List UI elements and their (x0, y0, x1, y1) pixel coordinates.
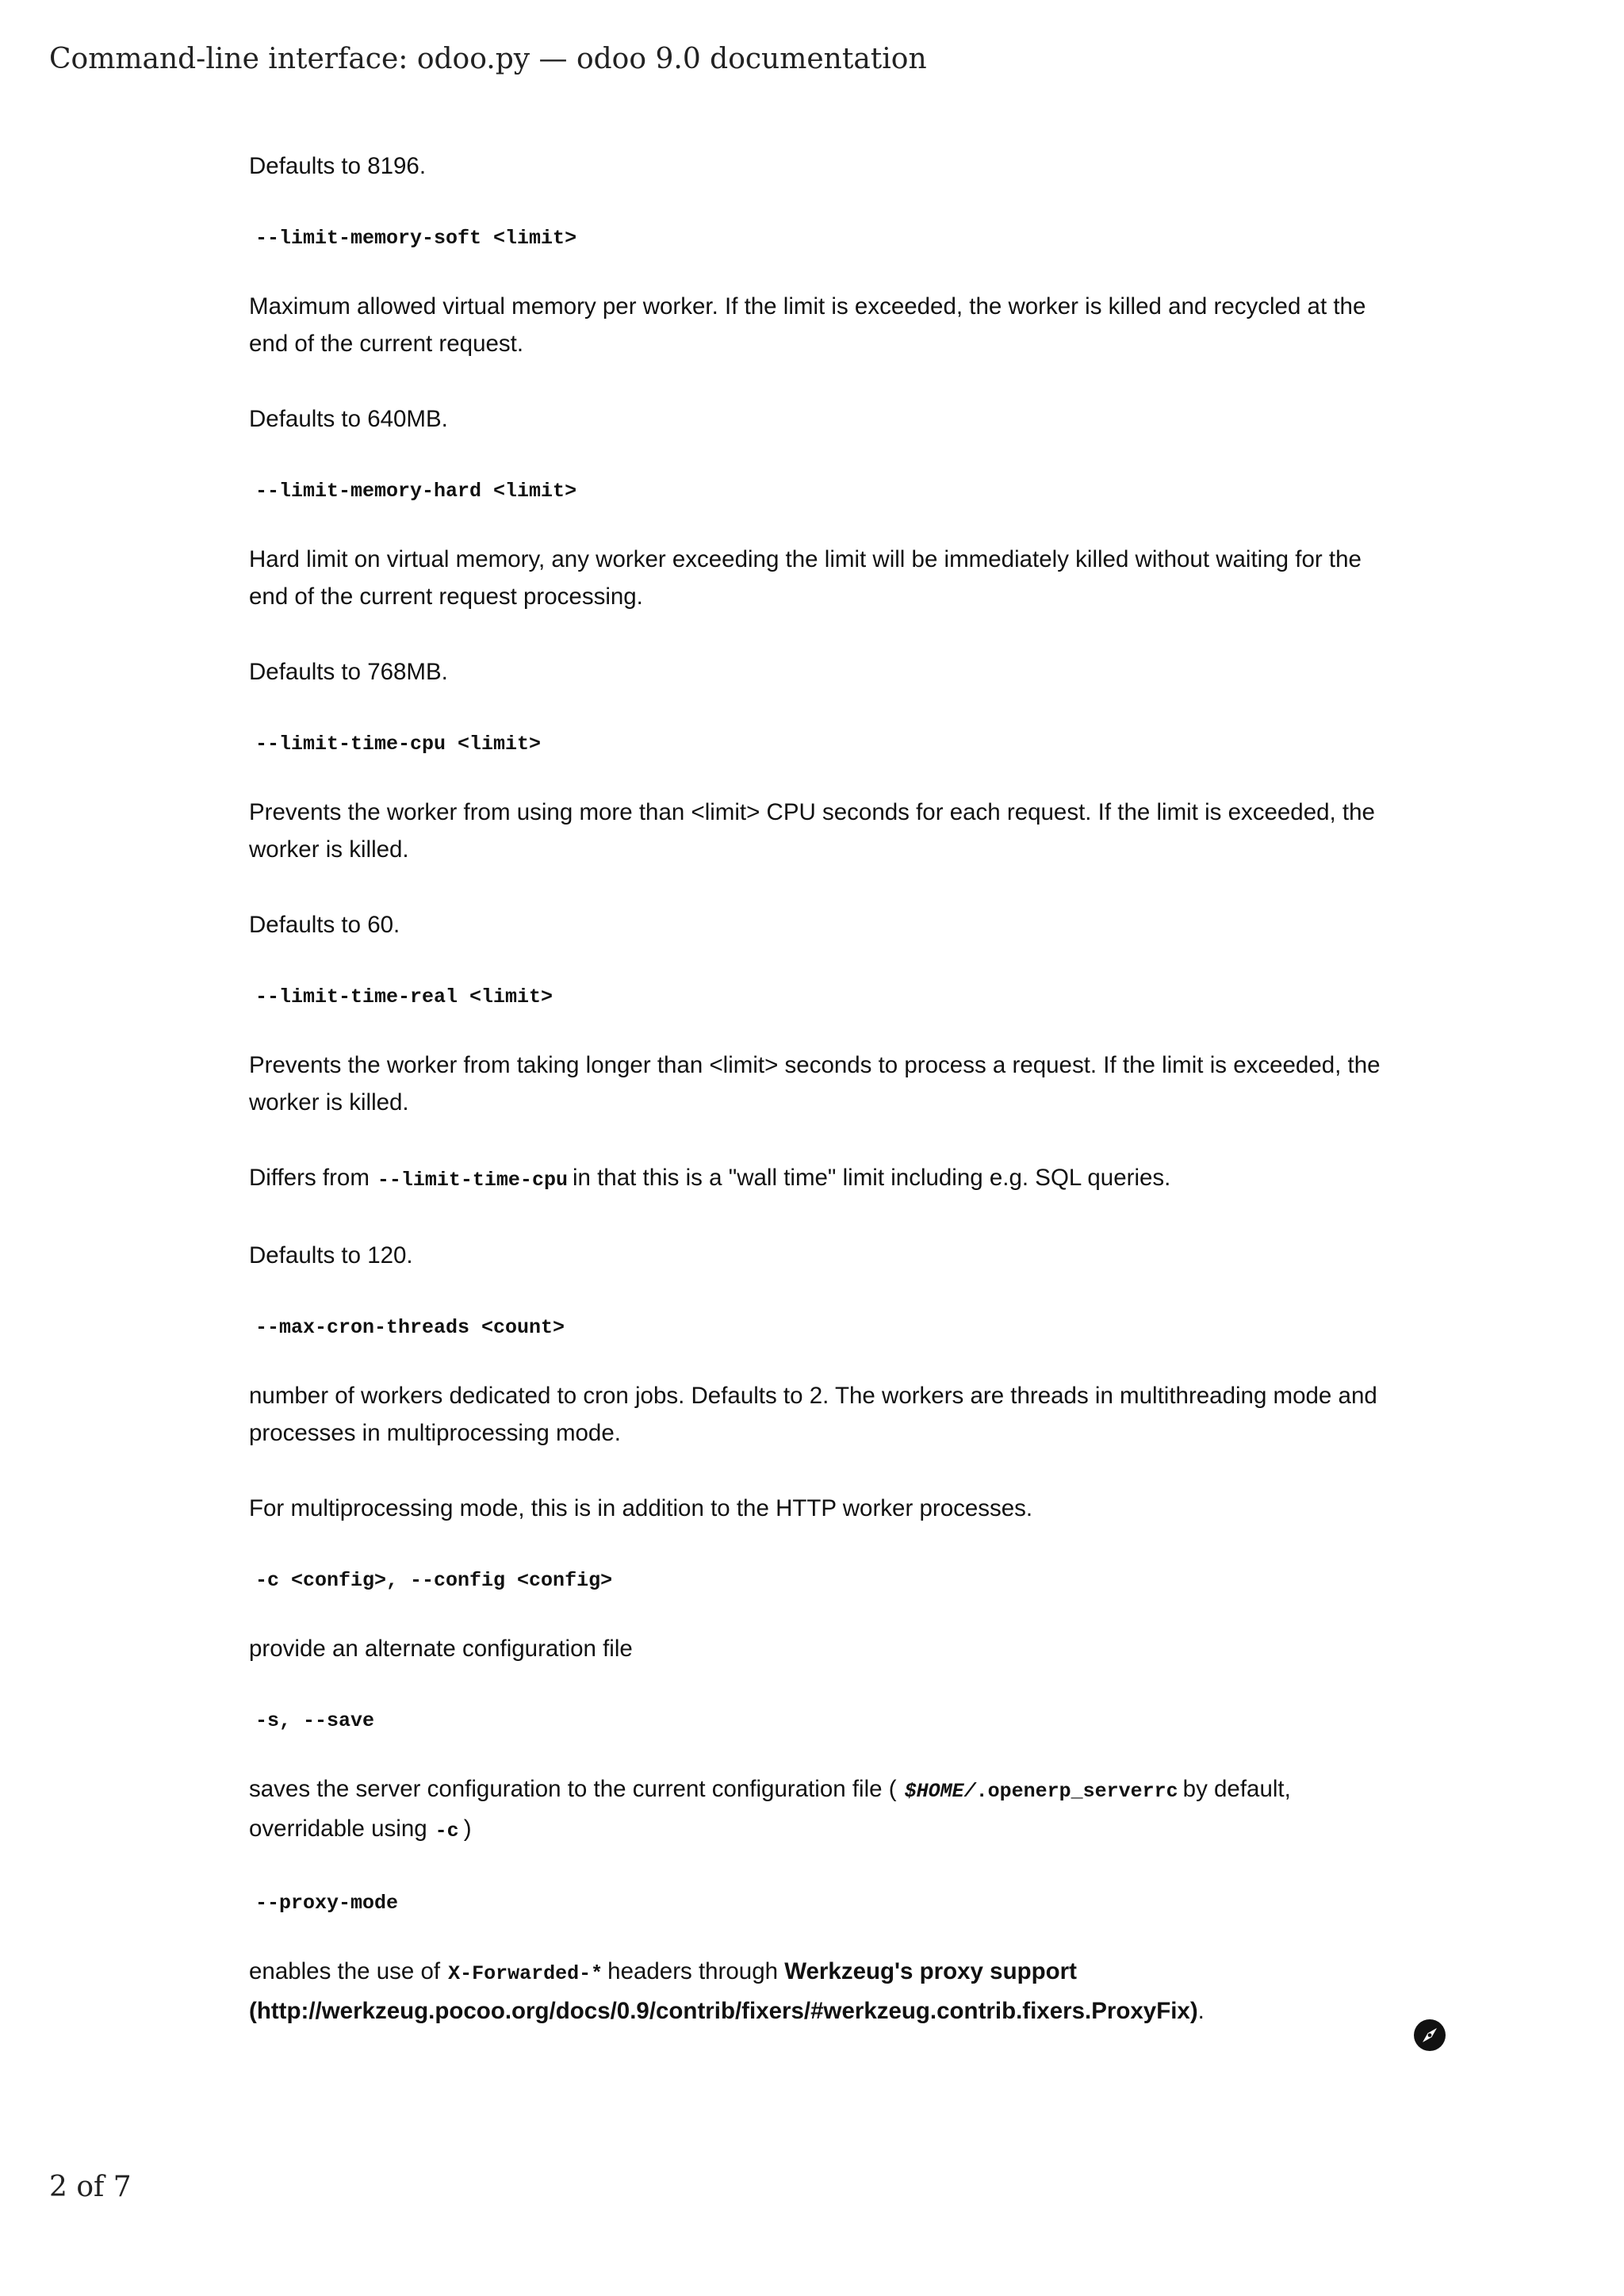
option-description: provide an alternate configuration file (249, 1636, 633, 1662)
document-body (249, 147, 1391, 2068)
inline-code: -c (435, 1820, 459, 1843)
desc-text: headers through (607, 1958, 779, 1984)
desc-text: enables the use of (249, 1958, 441, 1984)
page-number: 2 of 7 (49, 2171, 132, 2203)
default-value-text: Defaults to 120. (249, 1242, 413, 1269)
option-config: -c <config>, --config <config> (255, 1569, 613, 1592)
desc-text: by default, overridable using (249, 1776, 1291, 1842)
option-description: number of workers dedicated to cron jobs. Defaults to 2. The workers are threads in multithreading mode and processes in multiprocessing mode. (249, 1383, 1377, 1446)
option-save: -s, --save (255, 1709, 375, 1732)
option-description: Prevents the worker from using more than <limit> CPU seconds for each request. If the limit is exceeded, the worker is killed. (249, 799, 1375, 863)
option-note: For multiprocessing mode, this is in addition to the HTTP worker processes. (249, 1495, 1033, 1521)
option-limit-memory-hard: --limit-memory-hard <limit> (255, 480, 577, 503)
desc-text: ) (463, 1816, 472, 1842)
option-description: Prevents the worker from taking longer than <limit> seconds to process a request. If the limit is exceeded, the worker is killed. (249, 1052, 1381, 1115)
desc-text: . (1197, 1998, 1205, 2024)
option-limit-memory-soft: --limit-memory-soft <limit> (255, 227, 577, 250)
default-value-text: Defaults to 60. (249, 912, 400, 938)
option-description (249, 1953, 1391, 2030)
note-text: in that this is a "wall time" limit including e.g. SQL queries. (572, 1165, 1171, 1191)
default-value-text: Defaults to 640MB. (249, 406, 448, 432)
option-limit-time-real: --limit-time-real <limit> (255, 985, 553, 1008)
option-proxy-mode: --proxy-mode (255, 1892, 399, 1915)
default-value-text: Defaults to 8196. (249, 153, 427, 179)
inline-code: --limit-time-cpu (377, 1169, 568, 1192)
inline-code (905, 1780, 1178, 1803)
option-description: Maximum allowed virtual memory per worker. If the limit is exceeded, the worker is killed and recycled at the end of the current request. (249, 293, 1366, 357)
desc-text: saves the server configuration to the current configuration file ( (249, 1776, 897, 1802)
option-note (249, 1159, 1391, 1199)
werkzeug-proxy-link[interactable]: Werkzeug's proxy support (http://werkzeug.pocoo.org/docs/0.9/contrib/fixers/#werkzeug.contrib.fixers.ProxyFix) (249, 1958, 1198, 2024)
code-variable: $HOME/ (904, 1780, 976, 1803)
code-filename: .openerp_serverrc (975, 1780, 1178, 1803)
default-value-text: Defaults to 768MB. (249, 659, 448, 685)
option-description (249, 1770, 1391, 1850)
inline-code: X-Forwarded-* (448, 1962, 603, 1985)
option-limit-time-cpu: --limit-time-cpu <limit> (255, 733, 542, 756)
compass-icon[interactable] (1413, 2019, 1446, 2052)
page-title: Command-line interface: odoo.py — odoo 9.0 documentation (49, 43, 927, 75)
option-description: Hard limit on virtual memory, any worker exceeding the limit will be immediately killed without waiting for the end of the current request processing. (249, 546, 1362, 610)
option-max-cron-threads: --max-cron-threads <count> (255, 1316, 565, 1339)
note-text: Differs from (249, 1165, 370, 1191)
